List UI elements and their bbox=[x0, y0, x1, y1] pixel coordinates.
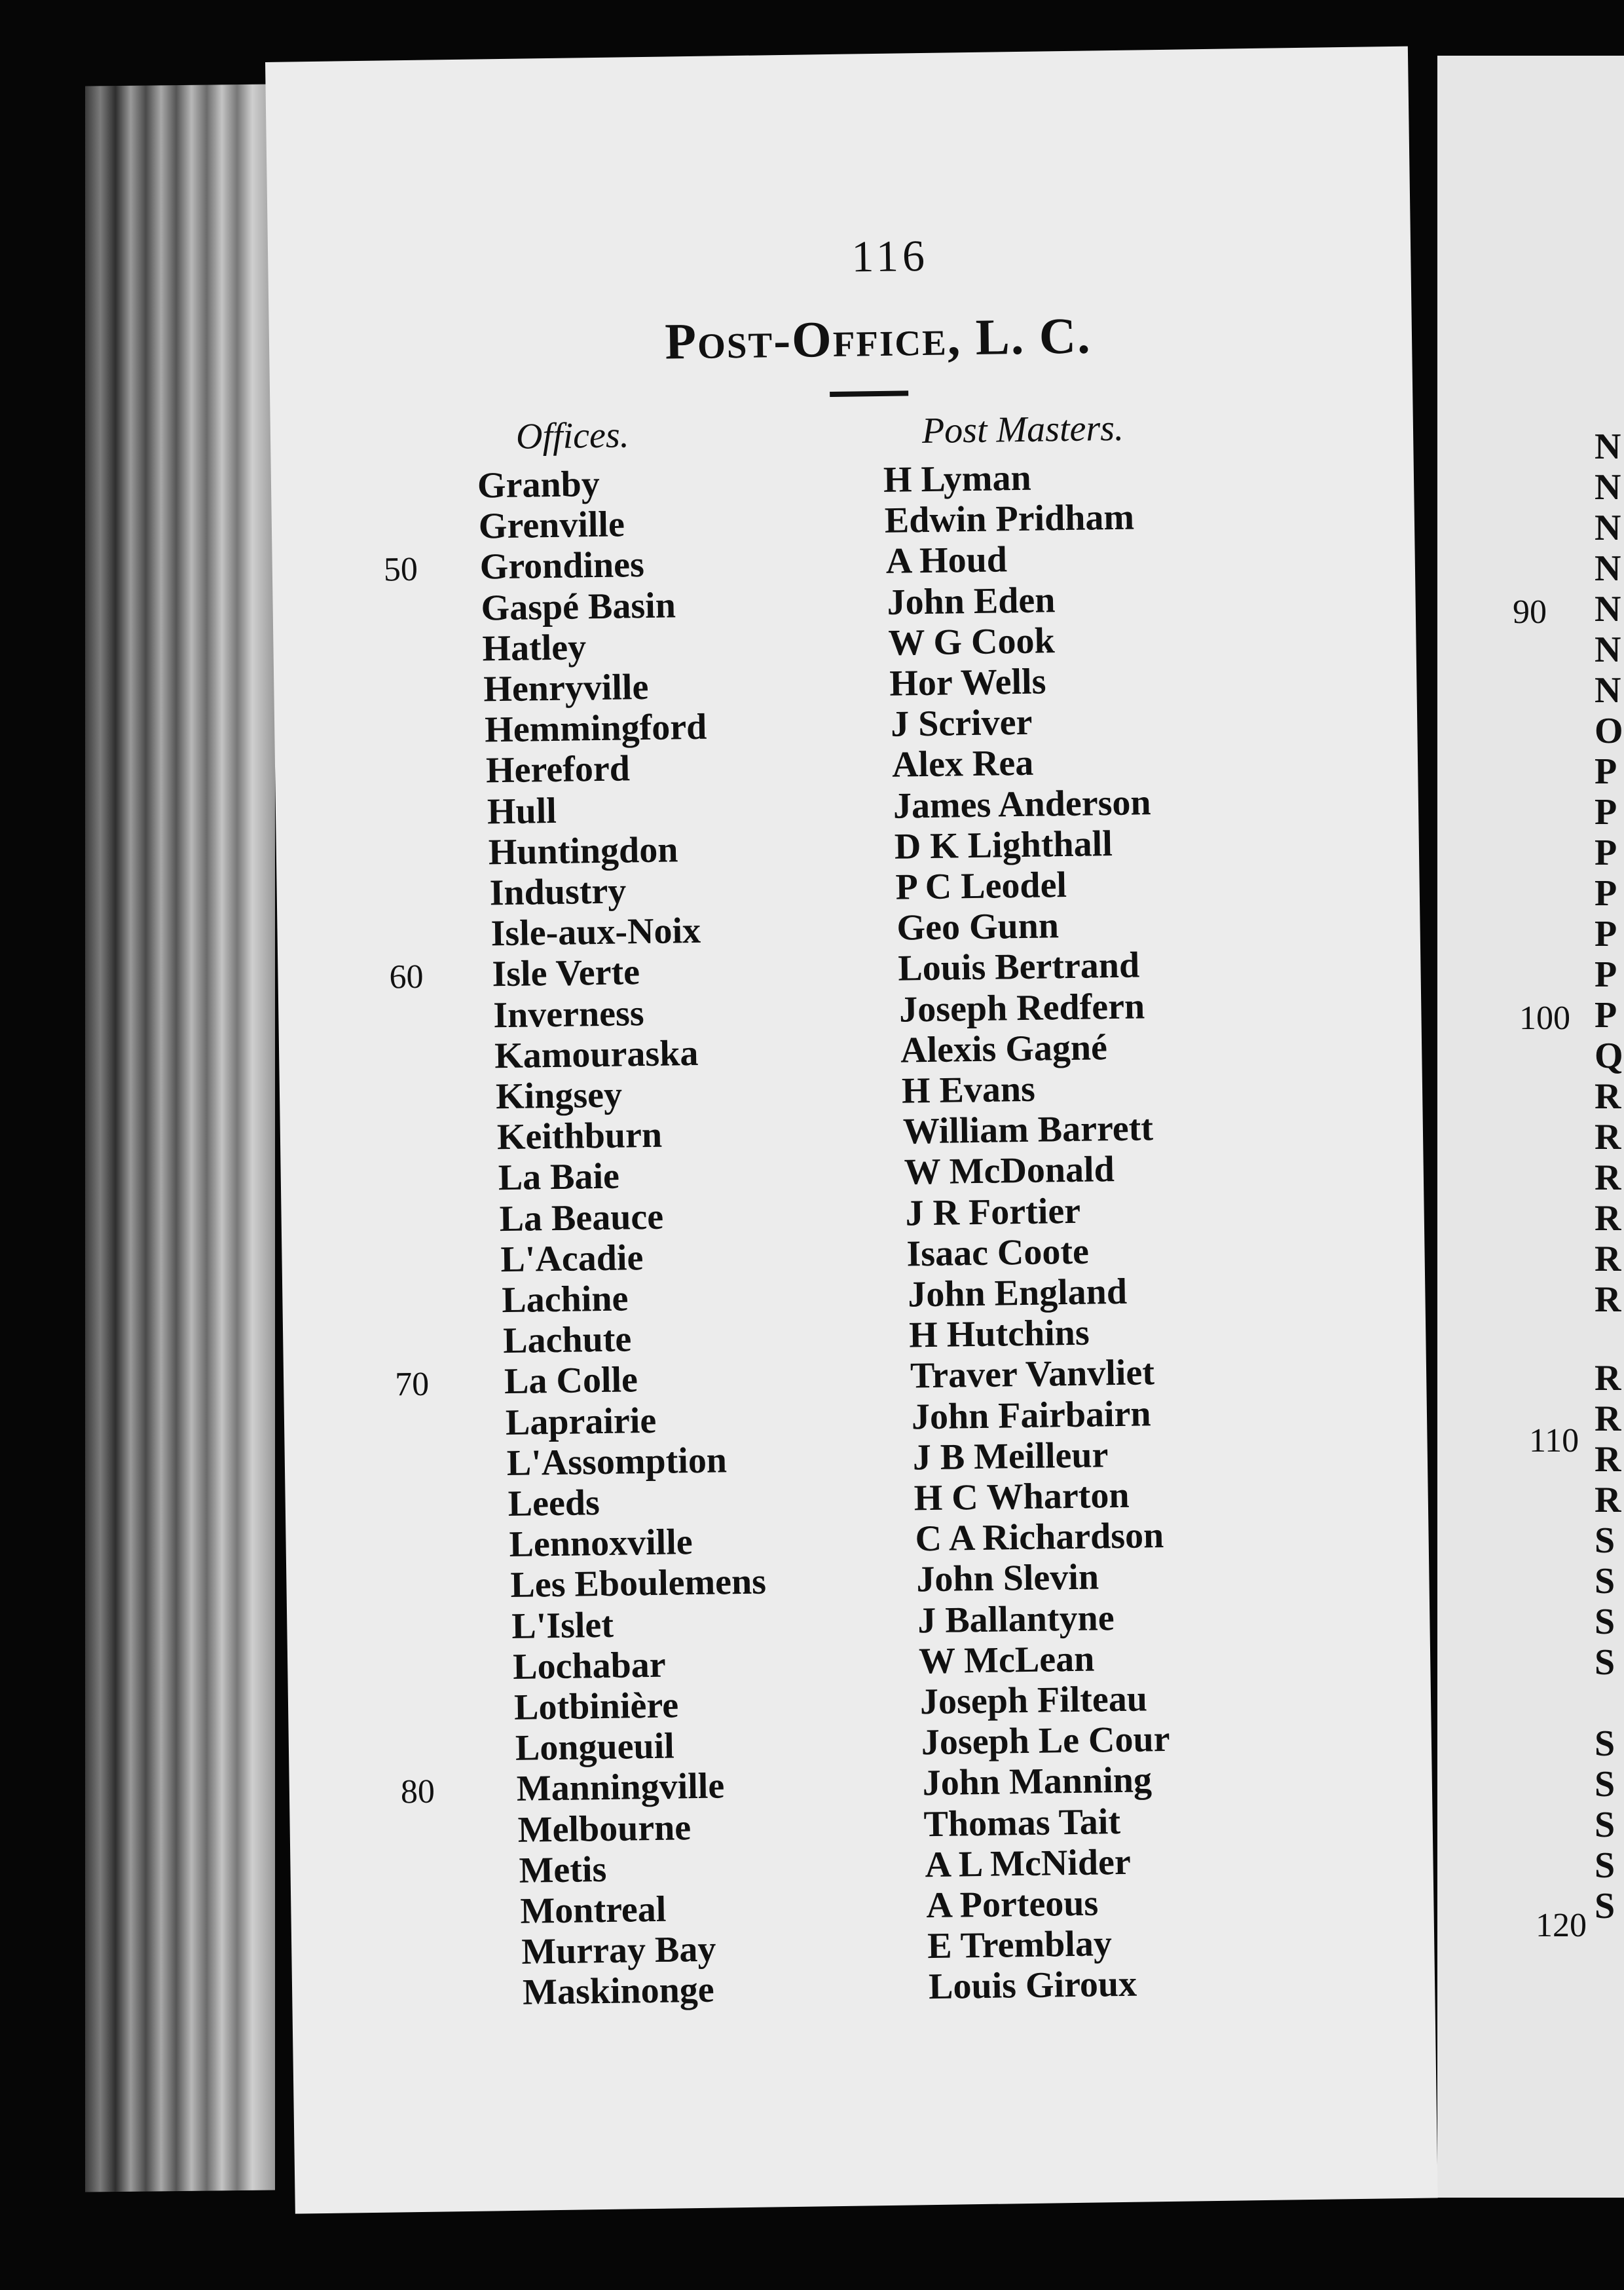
office-name: Montreal bbox=[520, 1888, 667, 1932]
office-name: Murray Bay bbox=[521, 1928, 716, 1973]
office-name: Les Eboulemens bbox=[510, 1561, 767, 1606]
facing-entry-initial: S bbox=[1595, 1845, 1615, 1886]
post-master-name: H Evans bbox=[901, 1068, 1036, 1112]
post-master-name: Thomas Tait bbox=[923, 1801, 1121, 1845]
post-master-name: W G Cook bbox=[888, 620, 1056, 664]
post-master-name: William Barrett bbox=[902, 1108, 1154, 1152]
page-title: Post-Office, L. C. bbox=[664, 307, 1092, 370]
facing-entry-initial: P bbox=[1595, 792, 1617, 833]
post-master-name: James Anderson bbox=[893, 781, 1151, 827]
office-name: L'Acadie bbox=[500, 1237, 644, 1280]
post-master-name: A L McNider bbox=[925, 1841, 1132, 1885]
facing-entry-initial: R bbox=[1595, 1117, 1621, 1157]
post-master-name: Alex Rea bbox=[891, 743, 1034, 786]
facing-entry-initial: P bbox=[1595, 751, 1617, 792]
office-name: La Beauce bbox=[499, 1196, 664, 1239]
post-master-name: H Hutchins bbox=[908, 1312, 1090, 1356]
post-masters-column-header: Post Masters. bbox=[921, 407, 1124, 452]
post-master-name: D K Lighthall bbox=[894, 823, 1113, 867]
office-name: Hemmingford bbox=[484, 706, 707, 751]
facing-entry-initial: O bbox=[1595, 711, 1623, 751]
post-master-name: Edwin Pridham bbox=[884, 497, 1135, 542]
page-number: 116 bbox=[851, 230, 929, 282]
post-master-name: Joseph Le Cour bbox=[921, 1719, 1170, 1763]
office-name: Melbourne bbox=[517, 1807, 692, 1850]
post-master-name: A Houd bbox=[885, 539, 1008, 582]
facing-entry-initial: P bbox=[1595, 873, 1617, 914]
facing-entry-initial: S bbox=[1595, 1805, 1615, 1845]
office-name: Manningville bbox=[516, 1765, 725, 1810]
office-name: La Colle bbox=[504, 1359, 638, 1402]
post-master-name: W McLean bbox=[918, 1638, 1095, 1682]
facing-entry-number: 120 bbox=[1536, 1907, 1587, 1944]
facing-entry-initial: S bbox=[1595, 1886, 1615, 1926]
office-name: Kingsey bbox=[495, 1074, 623, 1117]
facing-entry-initial: N bbox=[1595, 589, 1621, 629]
facing-entry-initial: N bbox=[1595, 467, 1621, 508]
facing-entry-initial: R bbox=[1595, 1239, 1621, 1279]
offices-column-header: Offices. bbox=[515, 415, 630, 457]
post-master-name: Hor Wells bbox=[889, 661, 1046, 704]
office-name: Isle-aux-Noix bbox=[490, 910, 701, 954]
post-master-name: John England bbox=[907, 1271, 1128, 1315]
office-name: Keithburn bbox=[496, 1114, 663, 1158]
facing-entry-initial: R bbox=[1595, 1157, 1621, 1198]
office-name: Henryville bbox=[483, 666, 649, 710]
facing-entry-initial: Q bbox=[1595, 1036, 1623, 1076]
facing-entry-initial: R bbox=[1595, 1198, 1621, 1239]
title-rule bbox=[830, 390, 908, 397]
facing-entry-initial: S bbox=[1595, 1642, 1615, 1683]
post-master-name: Joseph Filteau bbox=[919, 1678, 1148, 1723]
facing-entry-initial: P bbox=[1595, 833, 1617, 873]
office-name: Lennoxville bbox=[509, 1522, 693, 1566]
office-name: Granby bbox=[477, 463, 600, 506]
post-master-name: C A Richardson bbox=[915, 1515, 1164, 1560]
facing-entry-initial: P bbox=[1595, 954, 1617, 995]
facing-entry-initial: P bbox=[1595, 914, 1617, 954]
office-name: Grenville bbox=[478, 504, 625, 547]
office-name: Lochabar bbox=[512, 1644, 667, 1687]
post-master-name: H C Wharton bbox=[913, 1474, 1130, 1519]
entry-number: 80 bbox=[400, 1773, 435, 1811]
facing-entry-initial: N bbox=[1595, 426, 1621, 467]
post-master-name: E Tremblay bbox=[927, 1923, 1113, 1967]
post-master-name: Louis Bertrand bbox=[897, 945, 1140, 990]
office-name: Leeds bbox=[507, 1482, 600, 1525]
facing-entry-number: 90 bbox=[1513, 593, 1547, 631]
office-name: Gaspé Basin bbox=[481, 584, 676, 629]
office-name: Hereford bbox=[485, 748, 631, 791]
facing-entry-initial: S bbox=[1595, 1723, 1615, 1764]
facing-entry-initial: R bbox=[1595, 1076, 1621, 1117]
facing-entry-initial: N bbox=[1595, 629, 1621, 670]
office-name: Longueuil bbox=[515, 1725, 675, 1769]
facing-entry-initial: R bbox=[1595, 1439, 1621, 1480]
office-name: Maskinonge bbox=[522, 1970, 715, 2014]
post-master-name: P C Leodel bbox=[895, 865, 1067, 908]
post-master-name: Geo Gunn bbox=[896, 905, 1060, 948]
book-page-edges bbox=[85, 84, 275, 2192]
facing-entry-initial: N bbox=[1595, 670, 1621, 711]
post-master-name: John Manning bbox=[922, 1759, 1153, 1804]
facing-entry-initial: S bbox=[1595, 1520, 1615, 1561]
facing-entry-initial: R bbox=[1595, 1398, 1621, 1439]
post-master-name: Alexis Gagné bbox=[900, 1026, 1108, 1071]
post-master-name: Joseph Redfern bbox=[898, 985, 1145, 1030]
facing-entry-initial: N bbox=[1595, 508, 1621, 548]
office-name: Lotbinière bbox=[513, 1685, 679, 1728]
book-page bbox=[265, 47, 1438, 2214]
facing-entry-initial: S bbox=[1595, 1602, 1615, 1642]
facing-entry-initial: R bbox=[1595, 1279, 1621, 1320]
post-master-name: H Lyman bbox=[883, 457, 1032, 500]
post-master-name: John Eden bbox=[887, 579, 1056, 623]
facing-entry-number: 100 bbox=[1519, 1000, 1570, 1037]
post-master-name: J B Meilleur bbox=[912, 1435, 1109, 1478]
post-master-name: Traver Vanvliet bbox=[910, 1352, 1155, 1397]
post-master-name: J R Fortier bbox=[905, 1190, 1081, 1234]
post-master-name: Isaac Coote bbox=[906, 1231, 1090, 1275]
entry-number: 50 bbox=[383, 551, 418, 589]
office-name: Huntingdon bbox=[488, 829, 678, 873]
office-name: Isle Verte bbox=[492, 952, 640, 995]
facing-entry-initial: R bbox=[1595, 1480, 1621, 1520]
office-name: Hull bbox=[487, 790, 557, 832]
post-master-name: J Ballantyne bbox=[917, 1597, 1115, 1641]
facing-entry-initial: S bbox=[1595, 1561, 1615, 1602]
facing-entry-initial: P bbox=[1595, 995, 1617, 1036]
post-master-name: A Porteous bbox=[925, 1883, 1099, 1926]
office-name: Grondines bbox=[479, 544, 645, 588]
post-master-name: John Fairbairn bbox=[911, 1393, 1151, 1438]
post-master-name: W McDonald bbox=[904, 1149, 1115, 1193]
entry-number: 70 bbox=[394, 1366, 430, 1404]
office-name: Industry bbox=[489, 871, 627, 914]
post-master-name: J Scriver bbox=[890, 702, 1033, 745]
office-name: Metis bbox=[519, 1849, 607, 1891]
office-name: Inverness bbox=[492, 992, 644, 1036]
office-name: Lachute bbox=[502, 1319, 632, 1362]
office-name: Laprairie bbox=[505, 1400, 657, 1443]
office-name: La Baie bbox=[498, 1156, 620, 1199]
facing-entry-number: 110 bbox=[1529, 1422, 1579, 1459]
office-name: Hatley bbox=[482, 627, 587, 669]
facing-entry-initial: N bbox=[1595, 548, 1621, 589]
facing-entry-initial: S bbox=[1595, 1764, 1615, 1805]
office-name: L'Islet bbox=[511, 1604, 614, 1647]
post-master-name: John Slevin bbox=[916, 1556, 1099, 1600]
post-master-name: Louis Giroux bbox=[928, 1964, 1137, 2008]
office-name: Lachine bbox=[501, 1278, 629, 1321]
facing-entry-initial: R bbox=[1595, 1358, 1621, 1398]
entry-number: 60 bbox=[389, 958, 424, 996]
office-name: Kamouraska bbox=[494, 1032, 699, 1077]
office-name: L'Assomption bbox=[506, 1440, 728, 1484]
